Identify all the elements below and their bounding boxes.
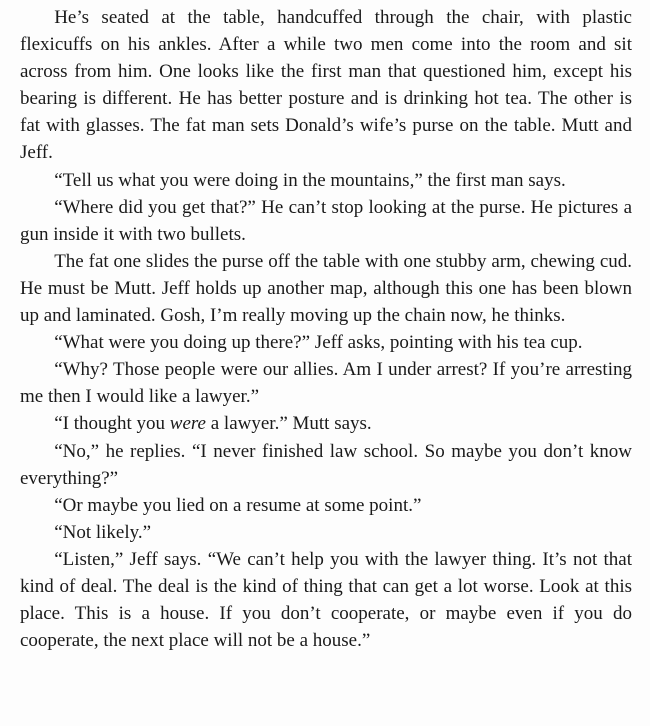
paragraph-8: “No,” he replies. “I never finished law school. So maybe you don’t know everything?” [20, 440, 632, 489]
paragraph-9: “Or maybe you lied on a resume at some point.” [54, 494, 422, 516]
paragraph-6: “Why? Those people were our allies. Am I under arrest? If you’re arresting me then I would like a lawyer.” [20, 359, 632, 408]
paragraph-7-after: a lawyer.” Mutt says. [206, 413, 372, 435]
paragraph-5: “What were you doing up there?” Jeff asks, pointing with his tea cup. [54, 332, 583, 354]
paragraph-2: “Tell us what you were doing in the mountains,” the first man says. [54, 169, 566, 191]
paragraph-11: “Listen,” Jeff says. “We can’t help you with the lawyer thing. It’s not that kind of deal. The deal is the kind of thing that can get a lot worse. Look at this place. This is a house. If you don’t cooperate, or maybe even if you do cooperate, the next place will not be a house.” [20, 548, 632, 652]
paragraph-4: The fat one slides the purse off the table with one stubby arm, chewing cud. He must be Mutt. Jeff holds up another map, although this one has been blown up and laminated. Gosh, I’m really moving up the chain now, he thinks. [20, 250, 632, 327]
paragraph-10: “Not likely.” [54, 521, 152, 543]
paragraph-3: “Where did you get that?” He can’t stop looking at the purse. He pictures a gun inside it with two bullets. [20, 196, 632, 245]
paragraph-1: He’s seated at the table, handcuffed through the chair, with plastic flexicuffs on his ankles. After a while two men come into the room and sit across from him. One looks like the first man that questioned him, except his bearing is different. He has better posture and is drinking hot tea. The other is fat with glasses. The fat man sets Donald’s wife’s purse on the table. Mutt and Jeff. [20, 7, 632, 164]
paragraph-7-emphasis: were [169, 413, 206, 435]
body-text [20, 4, 632, 654]
paragraph-7-before: “I thought you [54, 413, 170, 435]
paragraph-7 [20, 410, 632, 437]
